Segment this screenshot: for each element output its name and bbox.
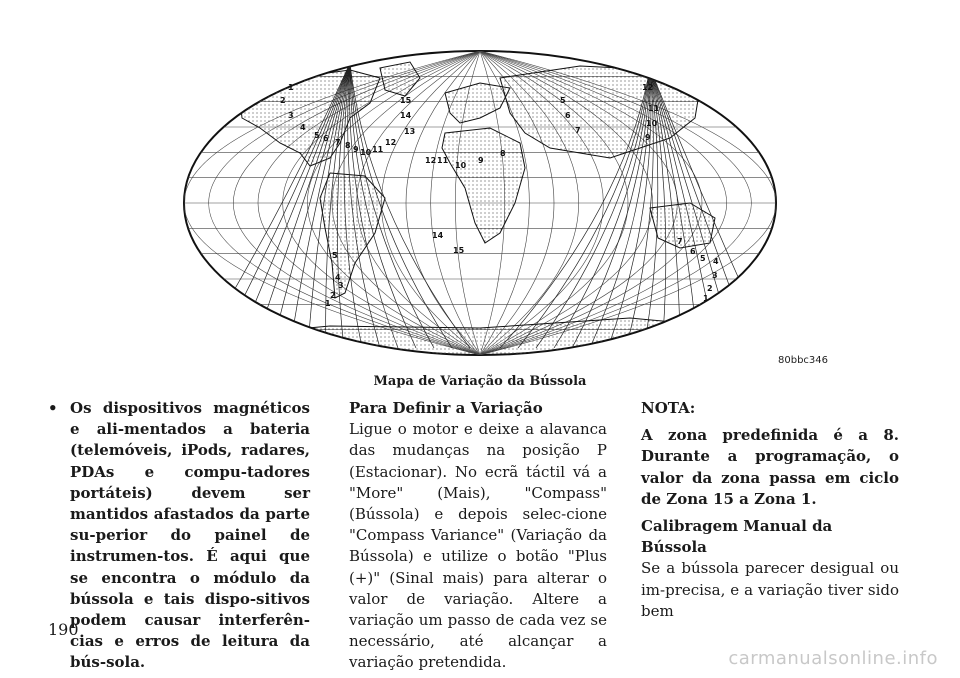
zone-label: 14 [432,231,444,240]
zone-label: 5 [332,251,338,260]
zone-label: 7 [335,138,341,147]
note-body: A zona predefinida é a 8. Durante a programação, o valor da zona passa em ciclo de Zona 15 a Zona 1. [641,426,899,508]
zone-label: 2 [280,96,286,105]
figure-caption: Mapa de Variação da Bússola [373,374,587,389]
zone-label: 3 [338,281,344,290]
zone-label: 11 [648,104,660,113]
zone-label: 4 [335,273,341,282]
watermark: carmanualsonline.info [728,648,938,669]
zone-label: 9 [353,145,359,154]
zone-label: 4 [300,123,306,132]
section-body: Se a bússola parecer desigual ou im-precisa, e a variação tiver sido bem [641,559,899,620]
zone-label: 13 [404,127,416,136]
zone-label: 15 [400,96,412,105]
zone-label: 4 [713,257,719,266]
zone-label: 9 [478,156,484,165]
zone-label: 1 [288,83,294,92]
zone-label: 7 [575,126,581,135]
column-left [48,398,310,674]
zone-label: 14 [400,111,412,120]
section-body: Ligue o motor e deixe a alavanca das mudanças na posição P (Estacionar). No ecrã táctil vá a "More" (Mais), "Compass" (Bússola) e depois selec-cione "Compass Variance" (Variação da Bússola) e utilize o botão "Plus (+)" (Sinal mais) para alterar o valor de variação. Altere a variação um passo de cada vez se necessário, até alcançar a variação pretendida. [349,420,607,672]
column-middle [349,398,607,674]
zone-label: 7 [677,237,683,246]
zone-label: 8 [500,149,506,158]
zone-label: 10 [360,148,372,157]
zone-label: 5 [314,131,320,140]
zone-label: 12 [642,83,654,92]
bullet-icon: • [48,399,58,417]
section-title: Para Definir a Variação [349,399,543,417]
column-right [641,398,899,622]
world-map-svg [180,48,780,358]
section-title: Calibragem Manual da Bússola [641,517,833,557]
bullet-item [48,398,310,674]
zone-label: 2 [707,284,713,293]
zone-label: 3 [288,111,294,120]
zone-label: 12 [425,156,437,165]
zone-label: 2 [330,291,336,300]
zone-label: 6 [565,111,571,120]
zone-label: 8 [345,141,351,150]
zone-label: 10 [646,119,658,128]
zone-label: 12 [385,138,397,147]
zone-label: 15 [453,246,465,255]
page-number: 190 [48,620,79,639]
zone-label: 5 [560,96,566,105]
zone-label: 5 [700,254,706,263]
bullet-text: Os dispositivos magnéticos e ali-mentados a bateria (telemóveis, iPods, radares, PDAs e compu-tadores portáteis) devem ser mantidos afastados da parte su-perior do painel de instrumen-tos. É aqui que se encontra o módulo da bússola e tais dispo-sitivos podem causar interferên-cias e erros de leitura da bús-sola. [70,399,310,672]
zone-label: 3 [712,271,718,280]
zone-label: 11 [437,156,449,165]
zone-label: 1 [703,294,709,303]
zone-label: 11 [372,145,384,154]
note-title: NOTA: [641,399,696,417]
zone-label: 9 [645,133,651,142]
figure-code: 80bbc346 [778,355,829,366]
zone-label: 1 [325,299,331,308]
zone-label: 10 [455,161,467,170]
zone-label: 6 [690,247,696,256]
zone-label: 6 [323,134,329,143]
compass-variance-map [180,48,780,358]
